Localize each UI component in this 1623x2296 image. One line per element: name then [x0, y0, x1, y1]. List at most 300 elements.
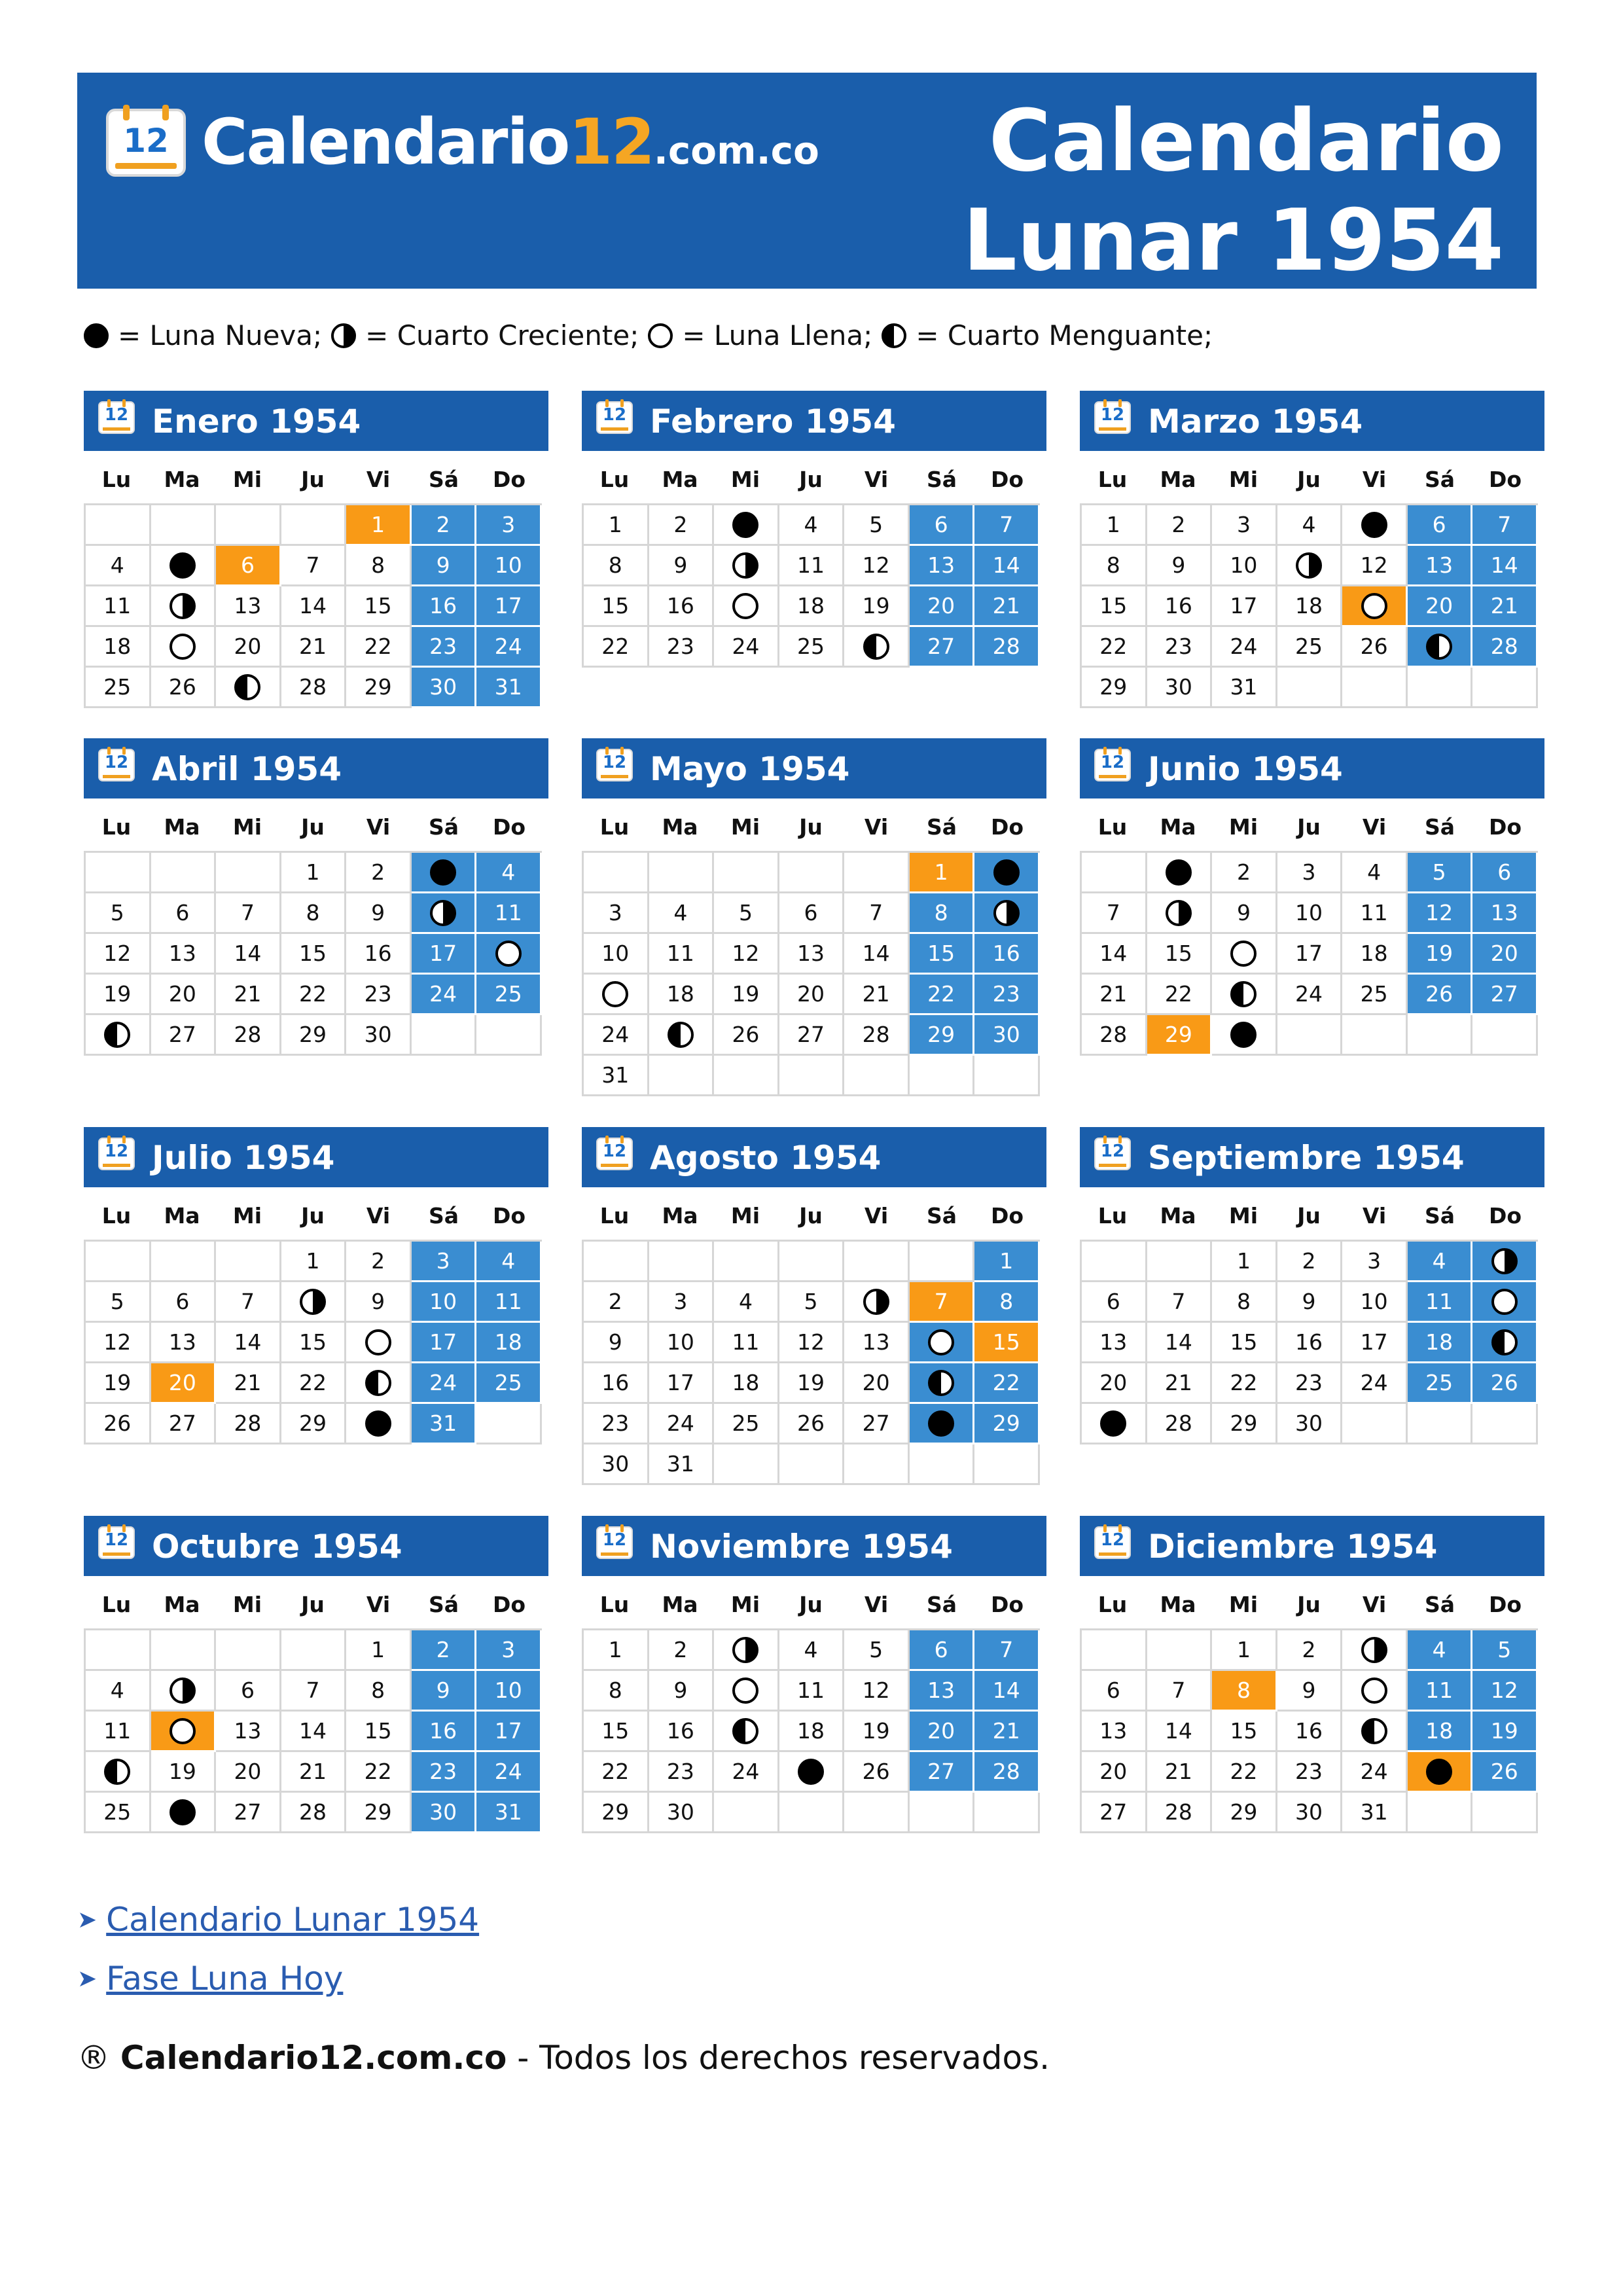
day-cell: 31 — [1212, 668, 1277, 708]
day-cell: 28 — [281, 1793, 347, 1833]
weekday-header — [1080, 814, 1538, 840]
day-cell: 30 — [1277, 1793, 1343, 1833]
day-cell: 8 — [584, 546, 649, 586]
day-cell — [1342, 586, 1408, 627]
weekday-label: Mi — [730, 1592, 760, 1617]
weekday-label: Do — [492, 1592, 526, 1617]
day-cell: 11 — [1408, 1671, 1473, 1712]
day-cell: 10 — [649, 1323, 715, 1363]
day-cell: 20 — [1082, 1363, 1147, 1404]
empty-cell — [1342, 1404, 1408, 1444]
day-cell: 27 — [151, 1404, 217, 1444]
site-logo[interactable]: Calendario12.com.co — [202, 105, 819, 179]
weekday-label: Mi — [730, 1203, 760, 1229]
day-cell — [1212, 1015, 1277, 1056]
week-row — [86, 505, 542, 546]
page-title: Calendario Lunar 1954 — [963, 91, 1504, 290]
last-moon-icon — [1230, 981, 1257, 1007]
day-cell: 15 — [281, 1323, 347, 1363]
day-cell: 23 — [412, 627, 477, 668]
weekday-label: Do — [1488, 1592, 1522, 1617]
day-cell — [910, 1323, 975, 1363]
week-row — [584, 1712, 1040, 1752]
day-cell: 5 — [1472, 1630, 1538, 1671]
day-cell: 4 — [476, 1242, 542, 1282]
day-cell: 16 — [412, 586, 477, 627]
full-moon-icon — [732, 1677, 758, 1704]
day-cell: 7 — [216, 1282, 281, 1323]
day-cell — [714, 1671, 779, 1712]
weekday-label: Lu — [599, 1592, 630, 1617]
weekday-label: Do — [1488, 1203, 1522, 1229]
day-cell: 19 — [779, 1363, 845, 1404]
empty-cell — [649, 1056, 715, 1096]
month-header — [84, 738, 548, 798]
day-cell: 10 — [476, 546, 542, 586]
empty-cell — [779, 1056, 845, 1096]
day-cell: 17 — [476, 1712, 542, 1752]
week-row — [584, 1404, 1040, 1444]
day-cell: 1 — [584, 1630, 649, 1671]
weekday-label: Vi — [1362, 1203, 1387, 1229]
day-cell: 11 — [779, 1671, 845, 1712]
day-grid — [582, 851, 1040, 1096]
day-cell: 30 — [974, 1015, 1040, 1056]
day-cell: 12 — [86, 1323, 151, 1363]
day-cell: 24 — [584, 1015, 649, 1056]
empty-cell — [779, 1242, 845, 1282]
week-row — [86, 975, 542, 1015]
day-cell: 12 — [1342, 546, 1408, 586]
day-cell: 12 — [779, 1323, 845, 1363]
weekday-label: Do — [492, 814, 526, 840]
empty-cell — [216, 1630, 281, 1671]
day-cell: 23 — [346, 975, 412, 1015]
day-cell: 28 — [216, 1404, 281, 1444]
day-cell: 16 — [1147, 586, 1213, 627]
day-cell: 20 — [1472, 934, 1538, 975]
new-moon-icon — [993, 859, 1020, 886]
new-moon-icon — [365, 1410, 391, 1437]
day-cell: 21 — [281, 1752, 347, 1793]
weekday-label: Vi — [864, 467, 889, 492]
empty-cell — [1472, 1015, 1538, 1056]
day-cell — [1342, 1671, 1408, 1712]
day-cell: 29 — [910, 1015, 975, 1056]
day-cell: 13 — [910, 546, 975, 586]
empty-cell — [844, 1056, 910, 1096]
day-cell: 4 — [86, 546, 151, 586]
day-cell: 5 — [86, 1282, 151, 1323]
day-grid — [1080, 1628, 1538, 1833]
day-cell: 21 — [1147, 1363, 1213, 1404]
day-cell: 9 — [1277, 1671, 1343, 1712]
week-row — [86, 627, 542, 668]
day-cell: 14 — [844, 934, 910, 975]
weekday-label: Ju — [1297, 467, 1321, 492]
day-cell: 6 — [151, 1282, 217, 1323]
day-grid — [1080, 1240, 1538, 1444]
link-fase-luna-hoy[interactable]: ➤ Fase Luna Hoy — [77, 1960, 344, 1998]
weekday-label: Mi — [232, 814, 262, 840]
day-cell: 9 — [412, 546, 477, 586]
day-cell: 28 — [844, 1015, 910, 1056]
day-cell: 3 — [476, 505, 542, 546]
day-cell: 31 — [412, 1404, 477, 1444]
day-cell: 20 — [844, 1363, 910, 1404]
empty-cell — [714, 1793, 779, 1833]
weekday-label: Sá — [428, 1592, 459, 1617]
month-header — [1080, 738, 1544, 798]
day-cell: 14 — [1472, 546, 1538, 586]
day-cell — [151, 1712, 217, 1752]
day-cell: 27 — [1472, 975, 1538, 1015]
month-title: Mayo 1954 — [650, 750, 850, 788]
week-row — [86, 853, 542, 893]
new-moon-icon — [1361, 512, 1387, 538]
day-cell — [1342, 1630, 1408, 1671]
day-cell: 7 — [216, 893, 281, 934]
week-row — [86, 546, 542, 586]
day-cell: 24 — [412, 975, 477, 1015]
calendar-icon: 12 — [1094, 1138, 1131, 1170]
empty-cell — [281, 1630, 347, 1671]
day-cell: 22 — [584, 627, 649, 668]
empty-cell — [281, 505, 347, 546]
week-row — [584, 1671, 1040, 1712]
new-moon-icon — [1100, 1410, 1126, 1437]
week-row — [584, 1282, 1040, 1323]
weekday-label: Ju — [799, 814, 823, 840]
day-cell — [151, 627, 217, 668]
day-cell: 27 — [910, 1752, 975, 1793]
day-cell: 14 — [281, 1712, 347, 1752]
day-cell: 8 — [346, 1671, 412, 1712]
day-cell: 11 — [649, 934, 715, 975]
weekday-header — [582, 467, 1040, 493]
empty-cell — [714, 853, 779, 893]
day-grid — [84, 1628, 542, 1833]
weekday-label: Lu — [599, 1203, 630, 1229]
day-cell: 29 — [974, 1404, 1040, 1444]
day-cell: 29 — [281, 1404, 347, 1444]
day-cell: 24 — [714, 627, 779, 668]
weekday-label: Ma — [164, 1203, 200, 1229]
empty-cell — [910, 1242, 975, 1282]
day-cell: 6 — [910, 1630, 975, 1671]
empty-cell — [714, 1242, 779, 1282]
weekday-label: Sá — [1424, 1592, 1455, 1617]
day-cell: 4 — [714, 1282, 779, 1323]
day-cell: 16 — [584, 1363, 649, 1404]
day-cell: 11 — [86, 586, 151, 627]
weekday-label: Lu — [101, 467, 132, 492]
day-cell: 1 — [346, 505, 412, 546]
week-row — [86, 668, 542, 708]
full-moon-icon — [169, 634, 196, 660]
empty-cell — [151, 1242, 217, 1282]
day-cell: 18 — [714, 1363, 779, 1404]
last-moon-icon — [1361, 1718, 1387, 1744]
day-cell: 26 — [1472, 1752, 1538, 1793]
day-cell: 6 — [1082, 1671, 1147, 1712]
day-cell: 13 — [151, 1323, 217, 1363]
day-cell: 29 — [1147, 1015, 1213, 1056]
day-cell: 24 — [1342, 1752, 1408, 1793]
empty-cell — [86, 1630, 151, 1671]
weekday-label: Ju — [1297, 1203, 1321, 1229]
day-cell: 1 — [281, 853, 347, 893]
weekday-header — [84, 1592, 542, 1618]
day-cell: 28 — [1082, 1015, 1147, 1056]
day-cell — [1147, 893, 1213, 934]
first-moon-icon — [300, 1289, 326, 1315]
day-cell: 24 — [1277, 975, 1343, 1015]
arrow-right-icon: ➤ — [77, 1906, 98, 1933]
weekday-header — [1080, 1203, 1538, 1229]
day-cell: 17 — [476, 586, 542, 627]
last-moon-icon — [234, 674, 260, 700]
day-cell: 5 — [714, 893, 779, 934]
day-cell: 5 — [844, 505, 910, 546]
week-row — [584, 586, 1040, 627]
week-row — [1082, 627, 1538, 668]
day-cell: 26 — [714, 1015, 779, 1056]
day-cell: 7 — [1147, 1671, 1213, 1712]
weekday-label: Ma — [662, 1203, 698, 1229]
day-cell: 17 — [412, 934, 477, 975]
last-quarter-moon-icon — [882, 323, 906, 348]
day-cell: 15 — [1082, 586, 1147, 627]
day-cell — [346, 1404, 412, 1444]
weekday-label: Lu — [1097, 467, 1128, 492]
day-cell: 9 — [346, 1282, 412, 1323]
day-cell: 25 — [476, 975, 542, 1015]
empty-cell — [974, 1444, 1040, 1485]
week-row — [1082, 1712, 1538, 1752]
month-header — [1080, 1127, 1544, 1187]
day-cell: 2 — [1147, 505, 1213, 546]
day-cell: 16 — [649, 586, 715, 627]
weekday-label: Sá — [1424, 1203, 1455, 1229]
full-moon-icon — [648, 323, 673, 348]
day-cell: 9 — [584, 1323, 649, 1363]
day-cell: 29 — [1212, 1793, 1277, 1833]
day-cell — [714, 1630, 779, 1671]
day-cell: 20 — [151, 1363, 217, 1404]
day-cell: 30 — [412, 1793, 477, 1833]
weekday-label: Mi — [232, 1592, 262, 1617]
first-moon-icon — [1166, 900, 1192, 926]
first-moon-icon — [430, 900, 456, 926]
day-cell: 15 — [281, 934, 347, 975]
empty-cell — [649, 853, 715, 893]
calendar-logo-icon: 12 — [106, 109, 186, 177]
week-row — [584, 1630, 1040, 1671]
weekday-label: Sá — [428, 1203, 459, 1229]
page-header — [77, 73, 1537, 289]
empty-cell — [584, 1242, 649, 1282]
day-cell: 8 — [974, 1282, 1040, 1323]
day-cell: 19 — [86, 1363, 151, 1404]
weekday-header — [1080, 467, 1538, 493]
day-cell: 17 — [1342, 1323, 1408, 1363]
weekday-label: Lu — [101, 814, 132, 840]
weekday-label: Mi — [1228, 467, 1258, 492]
day-cell: 10 — [1277, 893, 1343, 934]
week-row — [86, 586, 542, 627]
weekday-label: Ma — [662, 1592, 698, 1617]
calendar-icon: 12 — [1094, 401, 1131, 434]
weekday-label: Ju — [301, 467, 325, 492]
weekday-label: Ma — [1160, 467, 1196, 492]
day-cell: 19 — [86, 975, 151, 1015]
weekday-label: Sá — [926, 1592, 957, 1617]
day-cell: 14 — [216, 1323, 281, 1363]
day-cell — [844, 1282, 910, 1323]
weekday-label: Mi — [1228, 1592, 1258, 1617]
last-moon-icon — [104, 1759, 130, 1785]
weekday-label: Vi — [1362, 814, 1387, 840]
day-cell: 20 — [216, 1752, 281, 1793]
week-row — [584, 1444, 1040, 1485]
day-cell: 1 — [974, 1242, 1040, 1282]
week-row — [584, 1056, 1040, 1096]
day-grid — [582, 1628, 1040, 1833]
month-header — [582, 391, 1046, 451]
day-cell: 25 — [86, 668, 151, 708]
day-grid — [582, 1240, 1040, 1485]
day-cell: 8 — [1212, 1282, 1277, 1323]
day-cell: 1 — [281, 1242, 347, 1282]
day-cell: 9 — [412, 1671, 477, 1712]
day-cell: 15 — [346, 1712, 412, 1752]
weekday-label: Mi — [730, 814, 760, 840]
day-cell: 7 — [844, 893, 910, 934]
month-header — [582, 1127, 1046, 1187]
day-cell: 18 — [1408, 1712, 1473, 1752]
day-cell — [1212, 975, 1277, 1015]
day-cell — [346, 1323, 412, 1363]
day-cell: 4 — [476, 853, 542, 893]
week-row — [1082, 1671, 1538, 1712]
day-cell — [346, 1363, 412, 1404]
month-title: Abril 1954 — [152, 750, 342, 788]
week-row — [584, 934, 1040, 975]
empty-cell — [1342, 1015, 1408, 1056]
weekday-label: Vi — [366, 1592, 391, 1617]
week-row — [584, 1242, 1040, 1282]
week-row — [1082, 975, 1538, 1015]
day-cell: 29 — [1212, 1404, 1277, 1444]
day-cell: 15 — [1212, 1712, 1277, 1752]
weekday-label: Lu — [1097, 1592, 1128, 1617]
first-moon-icon — [1296, 552, 1322, 579]
week-row — [1082, 1323, 1538, 1363]
day-cell: 8 — [910, 893, 975, 934]
day-cell: 13 — [1082, 1323, 1147, 1363]
day-cell: 28 — [281, 668, 347, 708]
calendar-icon: 12 — [98, 1138, 135, 1170]
day-cell: 27 — [1082, 1793, 1147, 1833]
day-cell: 12 — [714, 934, 779, 975]
week-row — [584, 1752, 1040, 1793]
weekday-label: Mi — [232, 1203, 262, 1229]
weekday-label: Ma — [164, 1592, 200, 1617]
day-cell: 22 — [281, 975, 347, 1015]
day-cell: 23 — [1277, 1752, 1343, 1793]
empty-cell — [1147, 1630, 1213, 1671]
weekday-label: Lu — [599, 467, 630, 492]
empty-cell — [910, 1793, 975, 1833]
week-row — [86, 1282, 542, 1323]
day-cell: 18 — [1342, 934, 1408, 975]
day-cell: 10 — [1212, 546, 1277, 586]
first-moon-icon — [169, 593, 196, 619]
week-row — [584, 627, 1040, 668]
day-cell: 8 — [346, 546, 412, 586]
week-row — [1082, 853, 1538, 893]
empty-cell — [974, 1056, 1040, 1096]
day-cell: 23 — [1147, 627, 1213, 668]
new-moon-icon — [1230, 1022, 1257, 1048]
day-cell: 22 — [346, 627, 412, 668]
week-row — [1082, 1793, 1538, 1833]
day-cell: 11 — [779, 546, 845, 586]
day-cell: 28 — [216, 1015, 281, 1056]
empty-cell — [714, 1444, 779, 1485]
day-cell — [412, 893, 477, 934]
weekday-label: Ju — [1297, 1592, 1321, 1617]
day-cell: 19 — [714, 975, 779, 1015]
week-row — [1082, 586, 1538, 627]
empty-cell — [844, 1242, 910, 1282]
day-cell: 10 — [476, 1671, 542, 1712]
day-cell — [1408, 1752, 1473, 1793]
weekday-label: Mi — [730, 467, 760, 492]
day-cell: 11 — [1408, 1282, 1473, 1323]
day-cell: 14 — [974, 1671, 1040, 1712]
day-cell: 1 — [1212, 1242, 1277, 1282]
empty-cell — [476, 1404, 542, 1444]
day-cell: 29 — [346, 1793, 412, 1833]
day-cell: 18 — [476, 1323, 542, 1363]
month-title: Marzo 1954 — [1148, 403, 1363, 440]
day-cell: 25 — [1277, 627, 1343, 668]
day-cell: 27 — [844, 1404, 910, 1444]
day-cell: 10 — [584, 934, 649, 975]
week-row — [86, 1242, 542, 1282]
day-cell: 20 — [1082, 1752, 1147, 1793]
day-cell: 22 — [1147, 975, 1213, 1015]
weekday-header — [84, 467, 542, 493]
day-cell: 7 — [1082, 893, 1147, 934]
month-title: Enero 1954 — [152, 403, 361, 440]
empty-cell — [1408, 668, 1473, 708]
new-moon-icon — [84, 323, 109, 348]
day-cell: 18 — [1277, 586, 1343, 627]
day-cell: 18 — [86, 627, 151, 668]
day-cell: 4 — [779, 505, 845, 546]
first-moon-icon — [1491, 1248, 1518, 1274]
weekday-label: Vi — [366, 814, 391, 840]
week-row — [1082, 934, 1538, 975]
moon-phase-legend: = Luna Nueva; = Cuarto Creciente; = Luna Llena; = Cuarto Menguante; — [84, 319, 1222, 351]
last-moon-icon — [365, 1370, 391, 1396]
week-row — [86, 893, 542, 934]
link-calendario-lunar[interactable]: ➤ Calendario Lunar 1954 — [77, 1901, 480, 1939]
weekday-label: Ma — [1160, 1592, 1196, 1617]
